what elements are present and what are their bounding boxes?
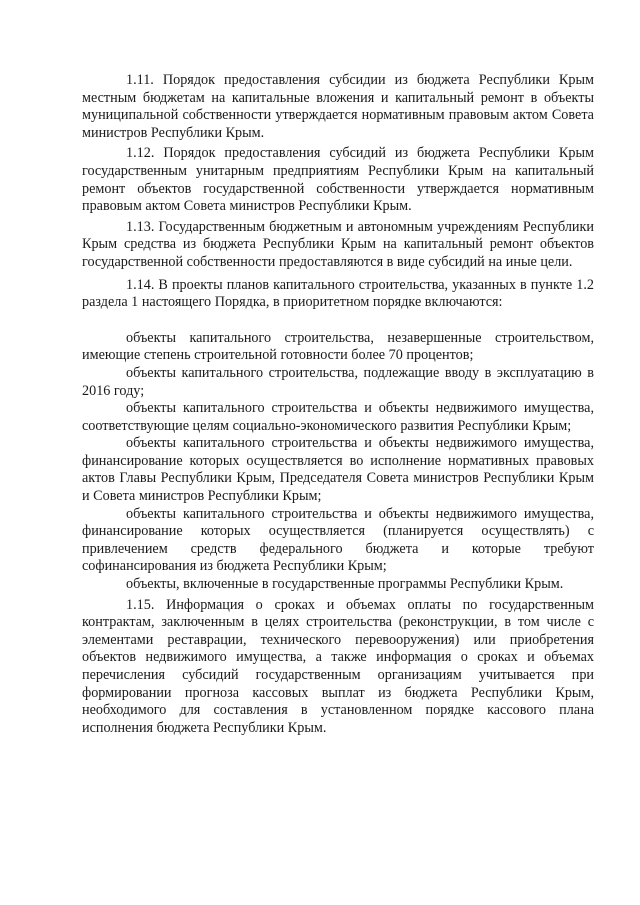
paragraph-1-11: 1.11. Порядок предоставления субсидии из бюджета Республики Крым местным бюджетам на капитальные вложения и капитальный ремонт в объекты муниципальной собственности утверждается нормативным правовым актом Совета министров Республики Крым. (82, 72, 594, 141)
document-page (82, 72, 594, 737)
list-item-socio-economic-goals: объекты капитального строительства и объекты недвижимого имущества, соответствующие целям социально-экономического развития Республики Крым; (82, 400, 594, 434)
list-item-normative-acts: объекты капитального строительства и объекты недвижимого имущества, финансирование которых осуществляется во исполнение нормативных правовых актов Главы Республики Крым, Председателя Совета министров Республики Крым и Совета министров Республики Крым; (82, 435, 594, 505)
paragraph-1-13: 1.13. Государственным бюджетным и автономным учреждениям Республики Крым средства из бюджета Республики Крым на капитальный ремонт объектов государственной собственности предоставляются в виде субсидий на иные цели. (82, 218, 594, 270)
list-item-federal-funding: объекты капитального строительства и объекты недвижимого имущества, финансирование которых осуществляется (планируется осуществлять) с привлечением средств федерального бюджета и которые требуют софинансирования из бюджета Республики Крым; (82, 505, 594, 575)
list-item-2016-commissioning: объекты капитального строительства, подлежащие вводу в эксплуатацию в 2016 году; (82, 364, 594, 399)
list-item-state-programs: объекты, включенные в государственные программы Республики Крым. (126, 576, 564, 593)
list-item-unfinished-objects: объекты капитального строительства, незавершенные строительством, имеющие степень строительной готовности более 70 процентов; (82, 329, 594, 364)
paragraph-1-14: 1.14. В проекты планов капитального строительства, указанных в пункте 1.2 раздела 1 настоящего Порядка, в приоритетном порядке включаются: (82, 276, 594, 311)
paragraph-1-12: 1.12. Порядок предоставления субсидий из бюджета Республики Крым государственным унитарным предприятиям Республики Крым на капитальный ремонт объектов государственной собственности утверждается нормативным правовым актом Совета министров Республики Крым. (82, 145, 594, 215)
paragraph-1-15: 1.15. Информация о сроках и объемах оплаты по государственным контрактам, заключенным в целях строительства (реконструкции, в том числе с элементами реставрации, технического перевооружения) или приобретения объектов недвижимого имущества, а также информация о сроках и объемах перечисления субсидий государственным организациям учитывается при формировании прогноза кассовых выплат из бюджета Республики Крым, необходимого для составления в установленном порядке кассового плана исполнения бюджета Республики Крым. (82, 596, 594, 736)
